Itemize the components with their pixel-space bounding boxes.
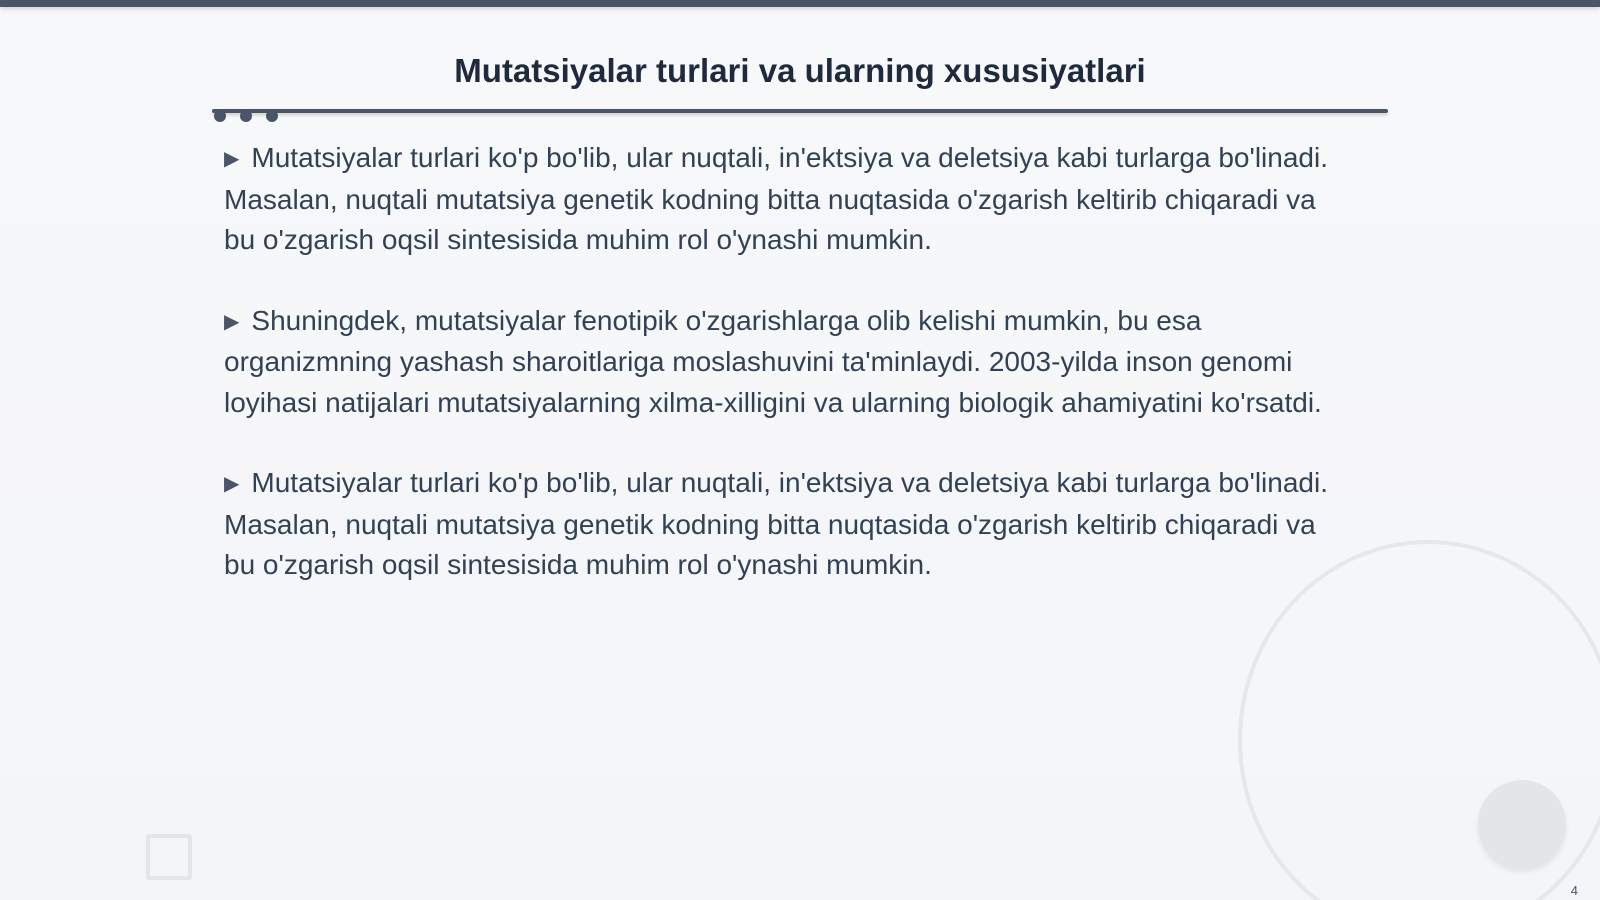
bullet-paragraph-1 [224,138,1354,261]
decorative-square [146,834,192,880]
bullet-triangle-icon: ▶ [224,148,240,170]
paragraph-text: Mutatsiyalar turlari ko'p bo'lib, ular nuqtali, in'ektsiya va deletsiya kabi turlarga bo'linadi. Masalan, nuqtali mutatsiya genetik kodning bitta nuqtasida o'zgarish keltirib chiqaradi va bu o'zgarish oqsil sintesisida muhim rol o'ynashi mumkin. [224,467,1328,580]
page-number: 4 [1570,883,1578,898]
bullet-paragraph-2 [224,301,1354,424]
title-underline [212,109,1388,113]
slide-body [224,138,1354,626]
bullet-triangle-icon: ▶ [224,473,240,495]
bullet-paragraph-3 [224,463,1354,586]
rule-dot-3 [266,110,278,122]
paragraph-text: Shuningdek, mutatsiyalar fenotipik o'zgarishlarga olib kelishi mumkin, bu esa organizmning yashash sharoitlariga moslashuvini ta'minlaydi. 2003-yilda inson genomi loyihasi natijalari mutatsiyalarning xilma-xilligini va ularning biologik ahamiyatini ko'rsatdi. [224,304,1322,418]
paragraph-text: Mutatsiyalar turlari ko'p bo'lib, ular nuqtali, in'ektsiya va deletsiya kabi turlarga bo'linadi. Masalan, nuqtali mutatsiya genetik kodning bitta nuqtasida o'zgarish keltirib chiqaradi va bu o'zgarish oqsil sintesisida muhim rol o'ynashi mumkin. [224,142,1328,255]
rule-dot-2 [240,110,252,122]
rule-dot-1 [214,110,226,122]
decorative-dot [1478,780,1566,868]
top-accent-bar [0,0,1600,7]
slide-title: Mutatsiyalar turlari va ularning xususiyatlari [454,52,1146,89]
bullet-triangle-icon: ▶ [224,310,240,333]
